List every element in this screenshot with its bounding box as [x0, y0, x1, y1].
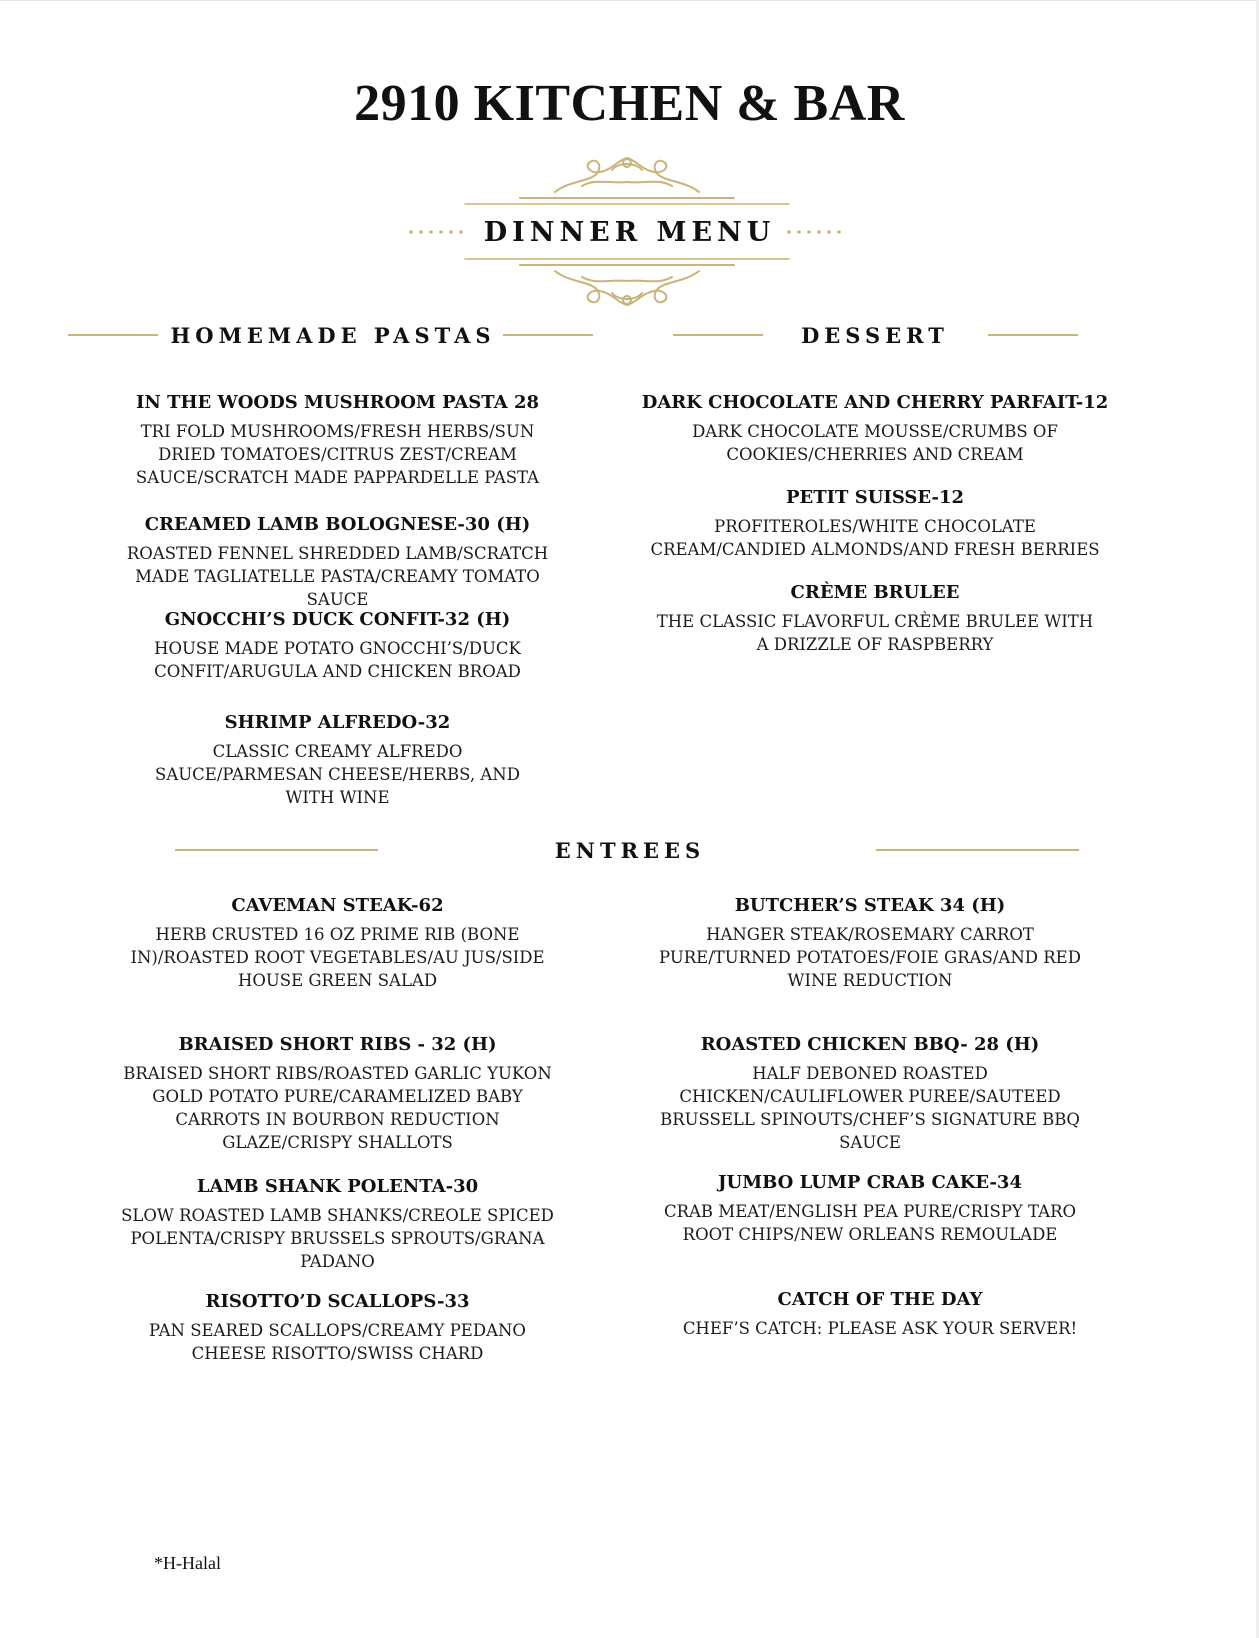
- menu-item: [638, 391, 1112, 466]
- heading-homemade-pastas: HOMEMADE PASTAS: [170, 323, 496, 348]
- item-description: CLASSIC CREAMY ALFREDO SAUCE/PARMESAN CHEESE/HERBS, AND WITH WINE: [155, 742, 520, 807]
- item-name: DARK CHOCOLATE AND CHERRY PARFAIT-12: [641, 392, 1109, 413]
- item-description: HALF DEBONED ROASTED CHICKEN/CAULIFLOWER PUREE/SAUTEED BRUSSELL SPINOUTS/CHEF’S SIGNATURE BBQ SAUCE: [660, 1064, 1080, 1152]
- rule-dessert-left: [673, 334, 763, 336]
- item-description: THE CLASSIC FLAVORFUL CRÈME BRULEE WITH A DRIZZLE OF RASPBERRY: [656, 612, 1094, 654]
- item-description: CRAB MEAT/ENGLISH PEA PURE/CRISPY TARO ROOT CHIPS/NEW ORLEANS REMOULADE: [663, 1202, 1077, 1244]
- item-name: IN THE WOODS MUSHROOM PASTA 28: [136, 392, 539, 413]
- item-description: DARK CHOCOLATE MOUSSE/CRUMBS OF COOKIES/CHERRIES AND CREAM: [692, 422, 1058, 464]
- menu-title: DINNER MENU: [483, 217, 776, 248]
- heading-dessert: DESSERT: [801, 323, 949, 348]
- item-name: GNOCCHI’S DUCK CONFIT-32 (H): [164, 609, 511, 630]
- menu-item: [140, 608, 535, 683]
- item-description: SLOW ROASTED LAMB SHANKS/CREOLE SPICED POLENTA/CRISPY BRUSSELS SPROUTS/GRANA PADANO: [121, 1206, 554, 1271]
- item-name: RISOTTO’D SCALLOPS-33: [205, 1291, 470, 1312]
- item-description: HOUSE MADE POTATO GNOCCHI’S/DUCK CONFIT/ARUGULA AND CHICKEN BROAD: [154, 639, 521, 681]
- item-description: CHEF’S CATCH: PLEASE ASK YOUR SERVER!: [682, 1319, 1078, 1338]
- rule-pastas-left: [68, 334, 158, 336]
- menu-item: [110, 894, 565, 992]
- menu-item: [110, 513, 565, 611]
- menu-item: [638, 486, 1112, 561]
- halal-footnote: *H-Halal: [154, 1553, 221, 1573]
- item-description: PROFITEROLES/WHITE CHOCOLATE CREAM/CANDIED ALMONDS/AND FRESH BERRIES: [650, 517, 1100, 559]
- item-name: CATCH OF THE DAY: [777, 1289, 983, 1310]
- menu-item: [130, 711, 545, 809]
- menu-item: [130, 1290, 545, 1365]
- menu-item: [643, 1033, 1097, 1154]
- heading-entrees: ENTREES: [554, 838, 706, 863]
- menu-item: [110, 1033, 565, 1154]
- item-description: HERB CRUSTED 16 OZ PRIME RIB (BONE IN)/ROASTED ROOT VEGETABLES/AU JUS/SIDE HOUSE GREEN SALAD: [130, 925, 545, 990]
- item-name: CAVEMAN STEAK-62: [231, 895, 444, 916]
- menu-item: [643, 894, 1097, 992]
- item-name: CREAMED LAMB BOLOGNESE-30 (H): [144, 514, 531, 535]
- item-name: SHRIMP ALFREDO-32: [224, 712, 451, 733]
- scroll-flourish-icon: [0, 0, 1259, 320]
- restaurant-name: 2910 KITCHEN & BAR: [354, 75, 905, 132]
- item-description: PAN SEARED SCALLOPS/CREAMY PEDANO CHEESE RISOTTO/SWISS CHARD: [149, 1321, 526, 1363]
- rule-entrees-left: [175, 849, 378, 851]
- rule-entrees-right: [876, 849, 1079, 851]
- menu-item: [105, 1175, 570, 1273]
- menu-item: [663, 1288, 1097, 1340]
- item-name: JUMBO LUMP CRAB CAKE-34: [718, 1172, 1022, 1193]
- item-name: BRAISED SHORT RIBS - 32 (H): [178, 1034, 497, 1055]
- item-name: BUTCHER’S STEAK 34 (H): [734, 895, 1006, 916]
- item-description: BRAISED SHORT RIBS/ROASTED GARLIC YUKON GOLD POTATO PURE/CARAMELIZED BABY CARROTS IN BOURBON REDUCTION GLAZE/CRISPY SHALLOTS: [123, 1064, 552, 1152]
- item-description: ROASTED FENNEL SHREDDED LAMB/SCRATCH MADE TAGLIATELLE PASTA/CREAMY TOMATO SAUCE: [126, 544, 549, 609]
- item-name: LAMB SHANK POLENTA-30: [196, 1176, 479, 1197]
- item-description: TRI FOLD MUSHROOMS/FRESH HERBS/SUN DRIED TOMATOES/CITRUS ZEST/CREAM SAUCE/SCRATCH MADE PAPPARDELLE PASTA: [135, 422, 540, 487]
- rule-pastas-right: [503, 334, 593, 336]
- item-name: CRÈME BRULEE: [790, 582, 960, 603]
- item-name: PETIT SUISSE-12: [785, 487, 965, 508]
- rule-dessert-right: [988, 334, 1078, 336]
- menu-item: [110, 391, 565, 489]
- menu-item: [663, 1171, 1077, 1246]
- item-description: HANGER STEAK/ROSEMARY CARROT PURE/TURNED POTATOES/FOIE GRAS/AND RED WINE REDUCTION: [659, 925, 1081, 990]
- menu-item: [653, 581, 1097, 656]
- item-name: ROASTED CHICKEN BBQ- 28 (H): [700, 1034, 1040, 1055]
